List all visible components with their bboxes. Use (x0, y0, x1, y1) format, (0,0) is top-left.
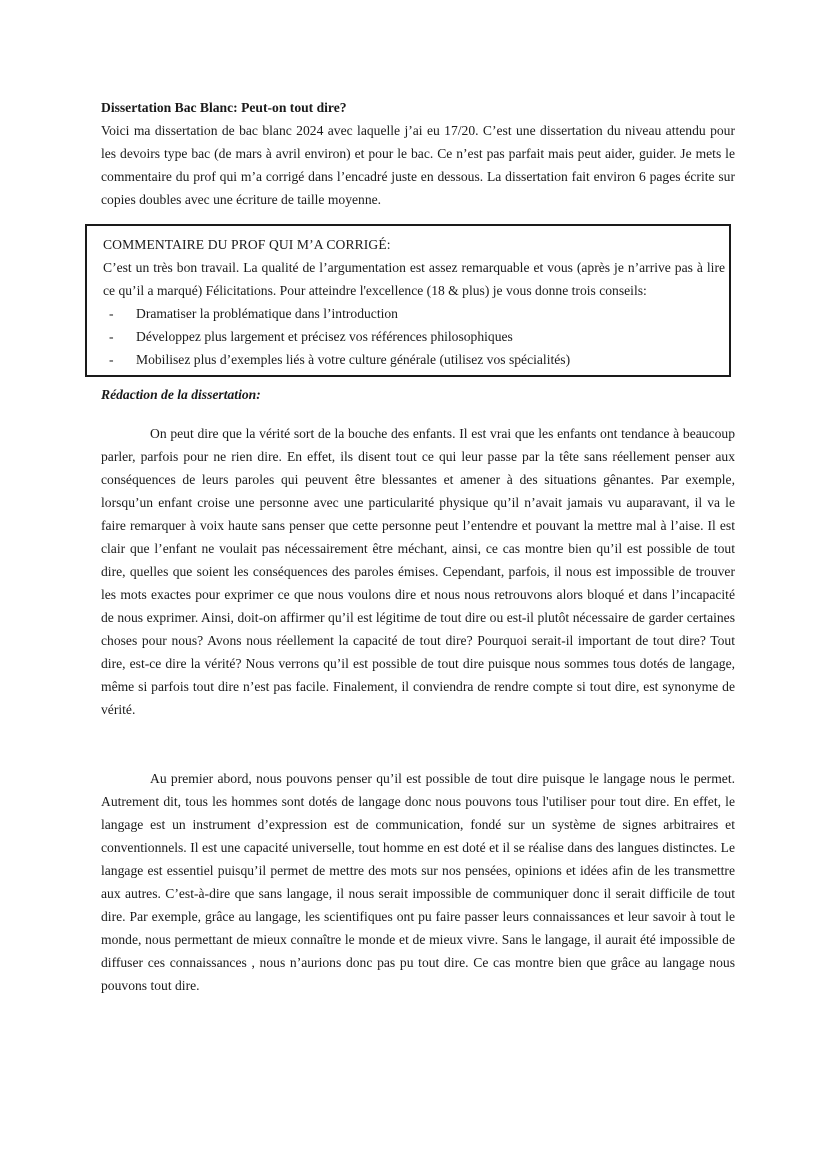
advice-text: Développez plus largement et précisez vos références philosophiques (136, 329, 513, 344)
first-part-paragraph: Au premier abord, nous pouvons penser qu’il est possible de tout dire puisque le langage nous le permet. Autrement dit, tous les hommes sont dotés de langage donc nous pouvons tous l'utiliser pour tout dire. En effet, le langage est un instrument d’expression est de communication, fondé sur un système de signes arbitraires et conventionnels. Il est une capacité universelle, tout homme en est doté et il se réalise dans des langues distinctes. Le langage est essentiel puisqu’il permet de mettre des mots sur nos pensées, opinions et idées afin de les transmettre aux autres. C’est-à-dire que sans langage, il nous serait impossible de communiquer donc il serait difficile de tout dire. Par exemple, grâce au langage, les scientifiques ont pu faire passer leurs connaissances et leur savoir à tout le monde, nous permettant de mieux connaître le monde et de mieux vivre. Sans le langage, il aurait été impossible de diffuser ces connaissances , nous n’aurions donc pas pu tout dire. Ce cas montre bien que grâce au langage nous pouvons tout dire. (101, 771, 735, 993)
document-page (101, 96, 735, 997)
advice-text: Dramatiser la problématique dans l’introduction (136, 306, 398, 321)
list-item (103, 348, 725, 371)
advice-text: Mobilisez plus d’exemples liés à votre culture générale (utilisez vos spécialités) (136, 352, 571, 367)
comment-text: C’est un très bon travail. La qualité de l’argumentation est assez remarquable et vous (après je n’arrive pas à lire ce qu’il a marqué) Félicitations. Pour atteindre l'excellence (18 & plus) je vous donne trois conseils: (103, 260, 725, 298)
document-title: Dissertation Bac Blanc: Peut-on tout dire? (101, 100, 347, 115)
list-item (103, 302, 725, 325)
bullet-dash: - (109, 352, 114, 367)
introduction-paragraph: On peut dire que la vérité sort de la bouche des enfants. Il est vrai que les enfants ont tendance à beaucoup parler, parfois pour ne rien dire. En effet, ils disent tout ce qui leur passe par la tête sans réellement penser aux conséquences de leurs paroles qui peuvent être blessantes et amener à des situations gênantes. Par exemple, lorsqu’un enfant croise une personne avec une particularité physique qu’il n’avait jamais vu auparavant, il va le faire remarquer à voix haute sans penser que cette personne peut l’entendre et pouvant la mettre mal à l’aise. Il est clair que l’enfant ne voulait pas nécessairement être méchant, ainsi, ce cas montre bien qu’il est possible de tout dire, quelles que soient les conséquences des paroles émises. Cependant, parfois, il nous est impossible de trouver les mots exactes pour exprimer ce que nous voulons dire et nous nous retrouvons alors bloqué et dans l’incapacité de nous exprimer. Ainsi, doit-on affirmer qu’il est légitime de tout dire ou est-il plutôt nécessaire de garder certaines choses pour nous? Avons nous réellement la capacité de tout dire? Pourquoi serait-il important de tout dire? Tout dire, est-ce dire la vérité? Nous verrons qu’il est possible de tout dire puisque nous sommes tous dotés de langage, même si parfois tout dire n’est pas facile. Finalement, il conviendra de rendre compte si tout dire, est synonyme de vérité. (101, 426, 735, 717)
teacher-comment-box (85, 224, 731, 377)
advice-list (103, 302, 725, 371)
bullet-dash: - (109, 329, 114, 344)
intro-paragraph: Voici ma dissertation de bac blanc 2024 avec laquelle j’ai eu 17/20. C’est une dissertation du niveau attendu pour les devoirs type bac (de mars à avril environ) et pour le bac. Ce n’est pas parfait mais peut aider, guider. Je mets le commentaire du prof qui m’a corrigé dans l’encadré juste en dessous. La dissertation fait environ 6 pages écrite sur copies doubles avec une écriture de taille moyenne. (101, 123, 735, 207)
list-item (103, 325, 725, 348)
redaction-heading: Rédaction de la dissertation: (101, 387, 261, 402)
comment-heading: COMMENTAIRE DU PROF QUI M’A CORRIGÉ: (103, 237, 391, 252)
bullet-dash: - (109, 306, 114, 321)
